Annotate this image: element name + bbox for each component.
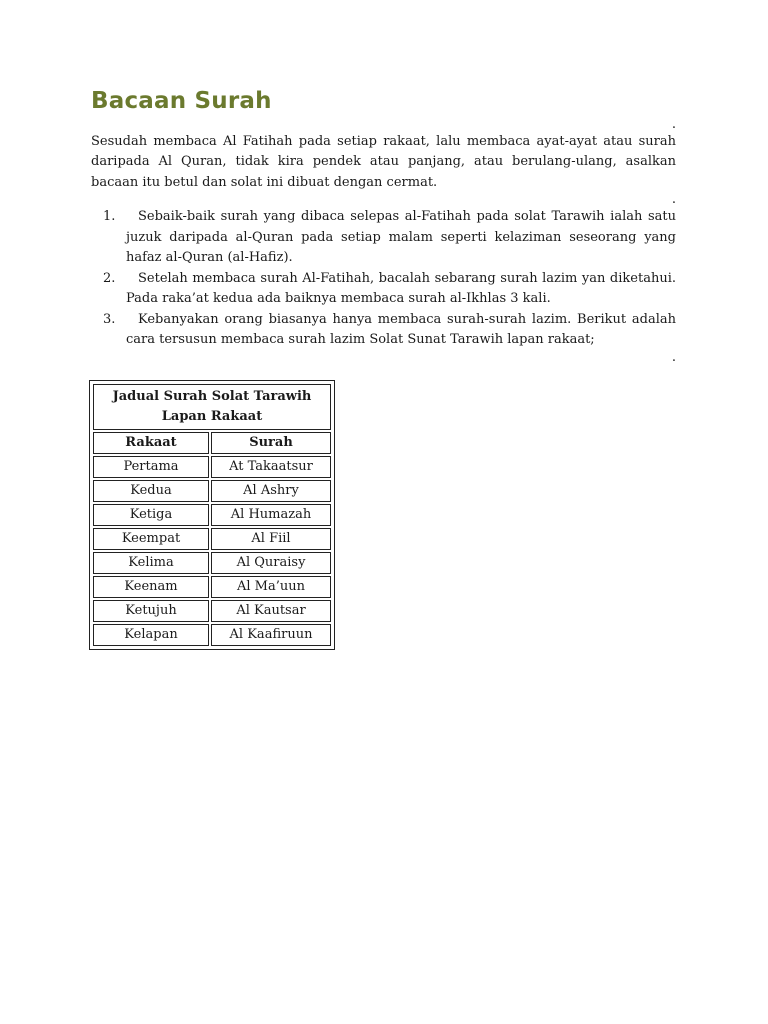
page-title: Bacaan Surah bbox=[91, 88, 272, 114]
list-item-text: Kebanyakan orang biasanya hanya membaca surah-surah lazim. Berikut adalah cara tersusun membaca surah lazim Solat Sunat Tarawih lapan rakaat; bbox=[126, 311, 676, 348]
rakaat-cell: Keenam bbox=[93, 576, 209, 598]
list-item-text: Setelah membaca surah Al-Fatihah, bacalah sebarang surah lazim yan diketahui. Pada raka’at kedua ada baiknya membaca surah al-Ikhlas 3 kali. bbox=[126, 270, 676, 307]
document-page bbox=[91, 84, 676, 365]
rakaat-cell: Ketujuh bbox=[93, 600, 209, 622]
list-item bbox=[91, 269, 676, 310]
numbered-list bbox=[91, 207, 676, 351]
surah-table-frame bbox=[89, 380, 335, 650]
table-row bbox=[93, 624, 331, 646]
list-item-text: Sebaik-baik surah yang dibaca selepas al-Fatihah pada solat Tarawih ialah satu juzuk daripada al-Quran pada setiap malam seperti kelaziman seseorang yang hafaz al-Quran (al-Hafiz). bbox=[126, 209, 676, 266]
surah-cell: Al Kaafiruun bbox=[211, 624, 331, 646]
surah-cell: Al Quraisy bbox=[211, 552, 331, 574]
surah-table bbox=[91, 382, 333, 648]
list-number: 1. bbox=[103, 209, 116, 225]
surah-cell: Al Ma’uun bbox=[211, 576, 331, 598]
surah-cell: Al Fiil bbox=[211, 528, 331, 550]
surah-cell: Al Kautsar bbox=[211, 600, 331, 622]
paragraph-marker: . bbox=[671, 117, 676, 132]
surah-cell: At Takaatsur bbox=[211, 456, 331, 478]
rakaat-cell: Kelima bbox=[93, 552, 209, 574]
surah-cell: Al Humazah bbox=[211, 504, 331, 526]
surah-cell: Al Ashry bbox=[211, 480, 331, 502]
table-row bbox=[93, 600, 331, 622]
rakaat-cell: Kedua bbox=[93, 480, 209, 502]
rakaat-cell: Kelapan bbox=[93, 624, 209, 646]
table-row bbox=[93, 480, 331, 502]
table-row bbox=[93, 456, 331, 478]
table-row bbox=[93, 504, 331, 526]
list-item bbox=[91, 207, 676, 269]
list-item bbox=[91, 310, 676, 351]
table-row bbox=[93, 528, 331, 550]
list-number: 3. bbox=[103, 311, 116, 327]
column-header-surah: Surah bbox=[211, 432, 331, 454]
rakaat-cell: Ketiga bbox=[93, 504, 209, 526]
table-row bbox=[93, 576, 331, 598]
rakaat-cell: Keempat bbox=[93, 528, 209, 550]
list-number: 2. bbox=[103, 270, 116, 286]
paragraph-marker: . bbox=[671, 192, 676, 208]
paragraph-marker: . bbox=[671, 349, 676, 365]
column-header-rakaat: Rakaat bbox=[93, 432, 209, 454]
table-row bbox=[93, 552, 331, 574]
table-caption: Jadual Surah Solat Tarawih Lapan Rakaat bbox=[93, 384, 331, 430]
intro-paragraph: Sesudah membaca Al Fatihah pada setiap rakaat, lalu membaca ayat-ayat atau surah daripada Al Quran, tidak kira pendek atau panjang, atau berulang-ulang, asalkan bacaan itu betul dan solat ini dibuat dengan cermat. bbox=[91, 134, 676, 190]
rakaat-cell: Pertama bbox=[93, 456, 209, 478]
